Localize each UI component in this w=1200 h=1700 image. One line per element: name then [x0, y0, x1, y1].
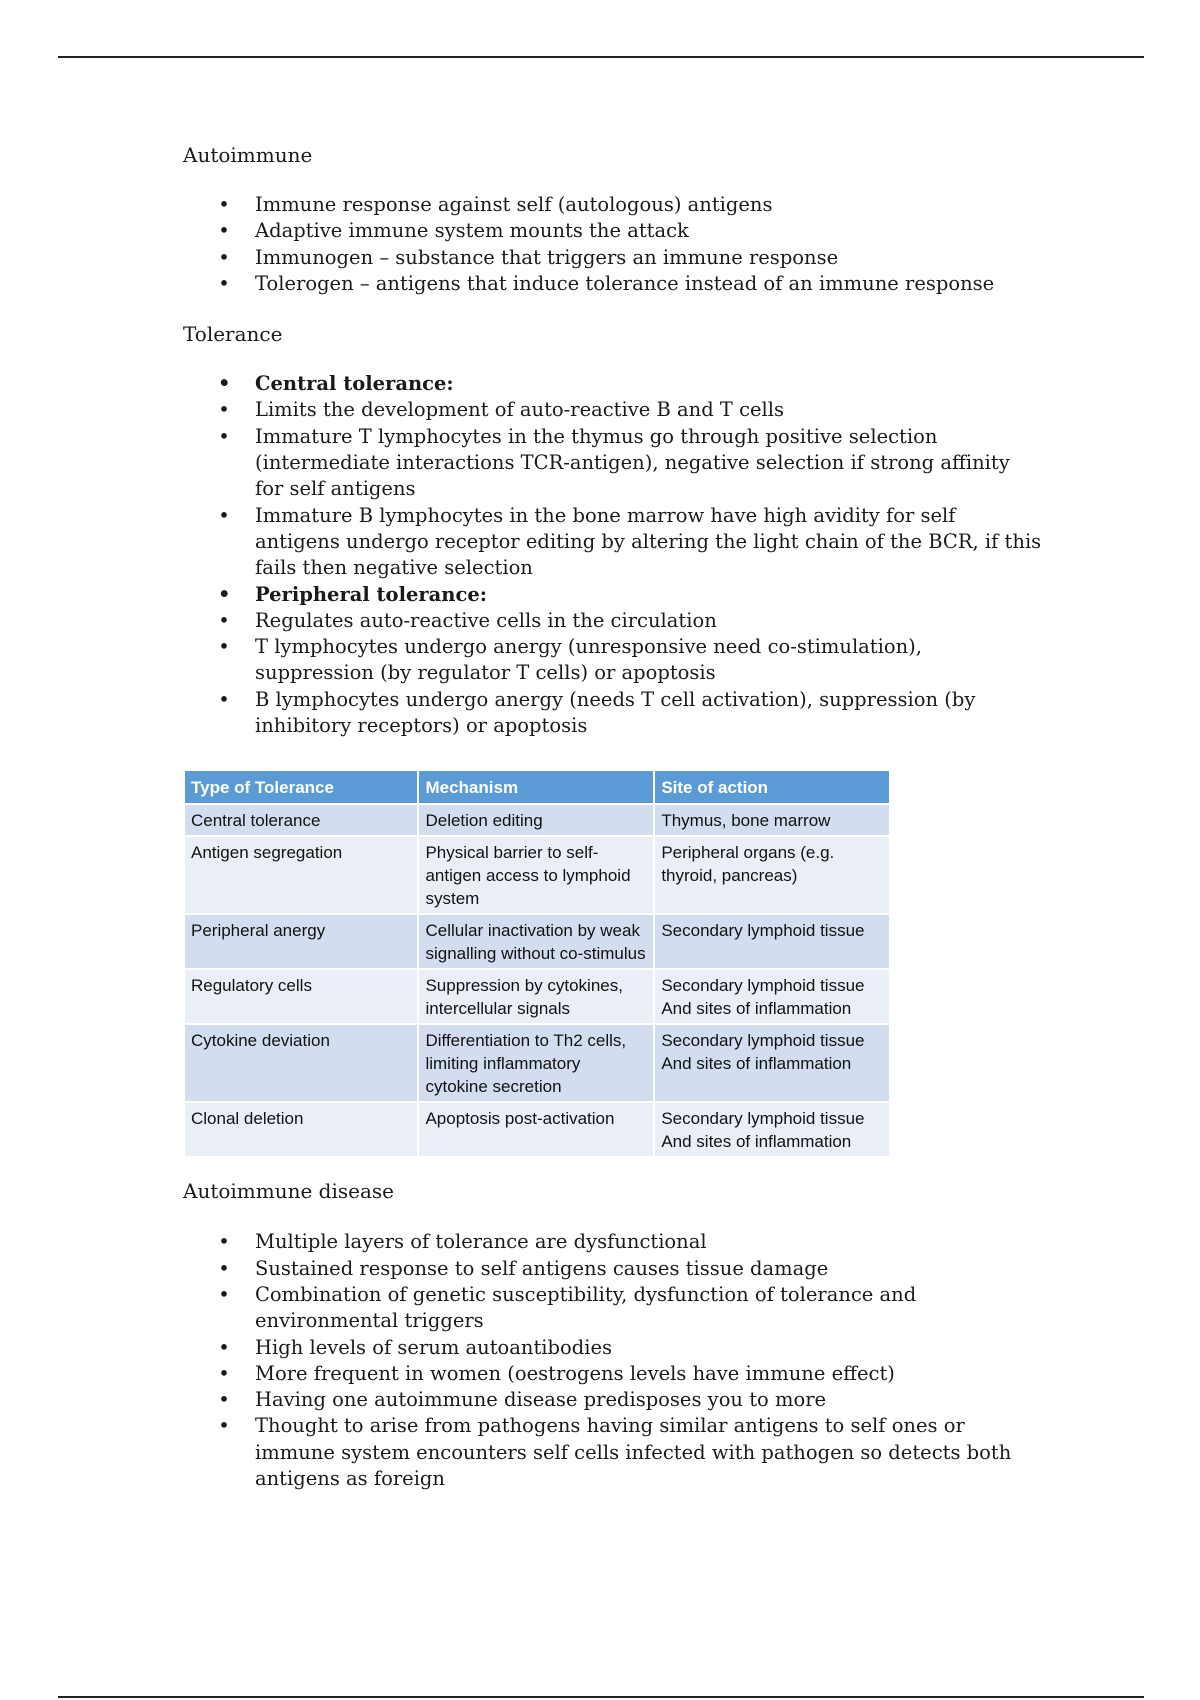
table-cell: Secondary lymphoid tissue And sites of inflammation	[654, 1024, 890, 1102]
list-item-text: Sustained response to self antigens causes tissue damage	[255, 1256, 829, 1280]
list-item	[183, 271, 1043, 297]
list-autoimmune	[183, 192, 1043, 297]
bottom-rule	[58, 1696, 1144, 1698]
bullet-icon: •	[218, 503, 230, 527]
list-item-text: High levels of serum autoantibodies	[255, 1335, 613, 1359]
bullet-icon: •	[218, 1282, 230, 1306]
table-cell: Thymus, bone marrow	[654, 804, 890, 836]
table-cell: Peripheral organs (e.g. thyroid, pancreas)	[654, 836, 890, 914]
list-item	[183, 1229, 1043, 1255]
list-item-text: T lymphocytes undergo anergy (unresponsive need co-stimulation), suppression (by regulator T cells) or apoptosis	[255, 635, 922, 685]
list-item	[183, 687, 1043, 740]
list-item-text: Regulates auto-reactive cells in the circulation	[255, 608, 717, 632]
list-item	[183, 608, 1043, 634]
list-item	[183, 397, 1043, 423]
bullet-icon: •	[218, 608, 230, 632]
heading-tolerance: Tolerance	[183, 322, 283, 347]
table-cell: Cytokine deviation	[184, 1024, 418, 1102]
list-item-text: More frequent in women (oestrogens levels have immune effect)	[255, 1361, 895, 1385]
list-item-text: Multiple layers of tolerance are dysfunctional	[255, 1230, 707, 1254]
table-cell: Antigen segregation	[184, 836, 418, 914]
table-row	[184, 836, 890, 914]
tolerance-table	[183, 769, 891, 1158]
column-header-type: Type of Tolerance	[184, 770, 418, 804]
list-tolerance	[183, 371, 1043, 739]
bullet-icon: •	[218, 193, 230, 216]
list-item	[183, 245, 1043, 271]
list-item-text: Having one autoimmune disease predisposes you to more	[255, 1388, 827, 1412]
table-cell: Cellular inactivation by weak signalling without co-stimulus	[418, 914, 654, 969]
table-cell: Suppression by cytokines, intercellular signals	[418, 969, 654, 1024]
list-item	[183, 582, 1043, 608]
bullet-icon: •	[218, 635, 230, 659]
bullet-icon: •	[218, 372, 231, 396]
table-cell: Peripheral anergy	[184, 914, 418, 969]
heading-autoimmune-disease: Autoimmune disease	[183, 1179, 395, 1204]
list-item-text: Limits the development of auto-reactive B and T cells	[255, 398, 785, 422]
bullet-icon: •	[218, 219, 230, 243]
list-item-text: Adaptive immune system mounts the attack	[255, 219, 689, 243]
table-cell: Regulatory cells	[184, 969, 418, 1024]
list-item-text: Immune response against self (autologous) antigens	[255, 193, 773, 216]
list-item	[183, 1335, 1043, 1361]
list-item	[183, 371, 1043, 397]
list-item-text: Thought to arise from pathogens having similar antigens to self ones or immune system encounters self cells infected with pathogen so detects both antigens as foreign	[255, 1414, 1012, 1491]
top-rule	[58, 56, 1144, 58]
table-row	[184, 1024, 890, 1102]
table-cell: Clonal deletion	[184, 1102, 418, 1157]
table-cell: Central tolerance	[184, 804, 418, 836]
list-item	[183, 503, 1043, 582]
list-item-text: Combination of genetic susceptibility, dysfunction of tolerance and environmental triggers	[255, 1282, 917, 1333]
table-header-row	[184, 770, 890, 804]
table-cell: Physical barrier to self-antigen access to lymphoid system	[418, 836, 654, 914]
list-item	[183, 1282, 1043, 1335]
list-item	[183, 1361, 1043, 1387]
table-cell: Deletion editing	[418, 804, 654, 836]
bullet-icon: •	[218, 1388, 230, 1412]
list-item	[183, 634, 1043, 687]
bullet-icon: •	[218, 687, 230, 711]
table-cell: Secondary lymphoid tissue And sites of inflammation	[654, 969, 890, 1024]
bullet-icon: •	[218, 1335, 230, 1359]
table-row	[184, 969, 890, 1024]
subheading-peripheral-tolerance: Peripheral tolerance:	[255, 582, 487, 606]
list-item-text: Tolerogen – antigens that induce tolerance instead of an immune response	[255, 271, 995, 295]
list-item-text: Immature T lymphocytes in the thymus go through positive selection (intermediate interactions TCR-antigen), negative selection if strong affinity for self antigens	[255, 424, 1010, 501]
table-cell: Differentiation to Th2 cells, limiting inflammatory cytokine secretion	[418, 1024, 654, 1102]
bullet-icon: •	[218, 424, 230, 448]
column-header-mechanism: Mechanism	[418, 770, 654, 804]
list-item	[183, 424, 1043, 503]
table-cell: Secondary lymphoid tissue And sites of inflammation	[654, 1102, 890, 1157]
bullet-icon: •	[218, 398, 230, 422]
table-cell: Secondary lymphoid tissue	[654, 914, 890, 969]
list-autoimmune-disease	[183, 1229, 1043, 1492]
list-item	[183, 218, 1043, 244]
column-header-site: Site of action	[654, 770, 890, 804]
table-row	[184, 914, 890, 969]
bullet-icon: •	[218, 271, 230, 295]
bullet-icon: •	[218, 1414, 230, 1438]
table-cell: Apoptosis post-activation	[418, 1102, 654, 1157]
list-item	[183, 1413, 1043, 1492]
list-item	[183, 1256, 1043, 1282]
bullet-icon: •	[218, 1230, 230, 1254]
bullet-icon: •	[218, 1256, 230, 1280]
heading-autoimmune: Autoimmune	[183, 143, 313, 167]
list-item	[183, 192, 1043, 218]
document-body	[183, 142, 1043, 1492]
list-item-text: Immature B lymphocytes in the bone marrow have high avidity for self antigens undergo receptor editing by altering the light chain of the BCR, if this fails then negative selection	[255, 503, 1042, 580]
table-row	[184, 1102, 890, 1157]
list-item-text: B lymphocytes undergo anergy (needs T cell activation), suppression (by inhibitory receptors) or apoptosis	[255, 687, 976, 738]
table-row	[184, 804, 890, 836]
bullet-icon: •	[218, 1361, 230, 1385]
subheading-central-tolerance: Central tolerance:	[255, 372, 454, 396]
list-item-text: Immunogen – substance that triggers an immune response	[255, 245, 839, 269]
bullet-icon: •	[218, 245, 230, 269]
list-item	[183, 1387, 1043, 1413]
bullet-icon: •	[218, 582, 231, 606]
